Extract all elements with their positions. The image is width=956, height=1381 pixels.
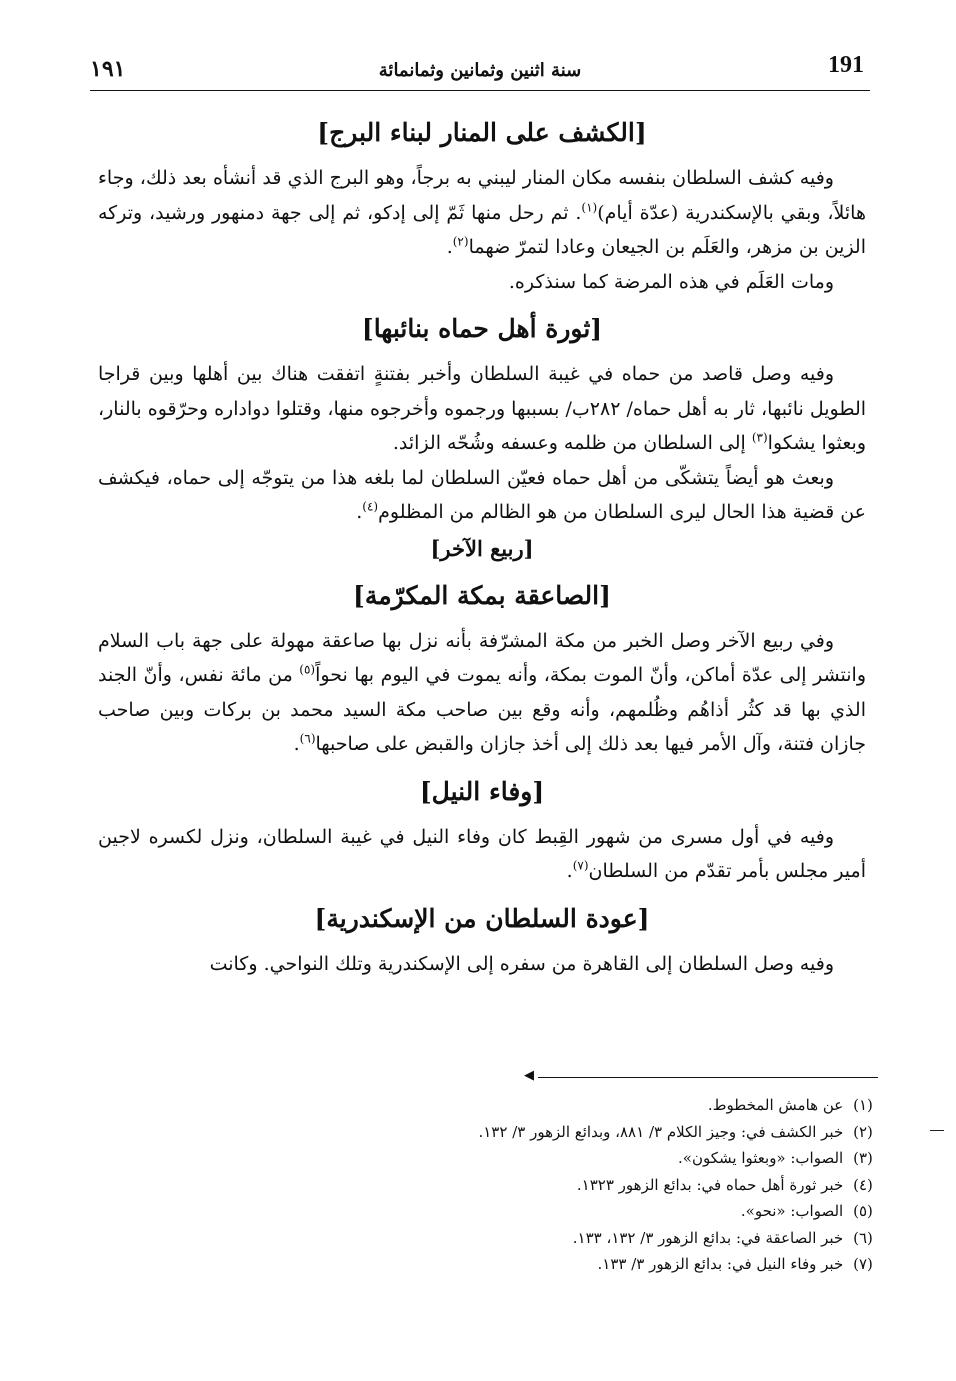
- paragraph-mecca-1: [98, 624, 866, 762]
- text-run: . ثم رحل منها ثَمّ إلى إدكو، ثم إلى جهة دمنهور ورشيد، وتركه الزين بن مزهر، والعَلَم بن الجيعان وعادا لتمرّ ضهما: [98, 201, 866, 258]
- running-title: سنة اثنين وثمانين وثمانمائة: [378, 60, 582, 81]
- footnote-number: (٣): [853, 1149, 873, 1167]
- text-run: وفيه كشف السلطان بنفسه مكان المنار ليبني به برجاً، وهو البرج الذي قد أنشأه بعد ذلك، وجاء هائلاً، وبقي بالإسكندرية (عدّة أيام): [98, 167, 866, 224]
- footnote-text: عن هامش المخطوط.: [707, 1096, 844, 1114]
- text-run: .: [566, 860, 573, 882]
- text-run: وفي ربيع الآخر وصل الخبر من مكة المشرّفة بأنه نزل بها صاعقة مهولة على جهة باب السلام وانتشر إلى عدّة أماكن، وأنّ الموت بمكة، وأنه يموت في اليوم بها نحواً: [98, 629, 866, 686]
- footnote-number: (٦): [853, 1228, 873, 1247]
- section-title-minaret: [الكشف على المنار لبناء البرج]: [317, 118, 647, 147]
- footnote-text: خبر ثورة أهل حماه في: بدائع الزهور ١٣٢٣.: [576, 1175, 844, 1194]
- footnote-number: (٤): [853, 1175, 873, 1194]
- text-run: .: [293, 733, 300, 755]
- footnote-number: (٧): [853, 1255, 873, 1273]
- footnote-ref: (١): [581, 200, 598, 215]
- paragraph-nile-1: [98, 820, 866, 889]
- footnote-item: [98, 1225, 878, 1252]
- footnote-text: الصواب: «نحو».: [740, 1202, 844, 1220]
- paragraph-return-1: وفيه وصل السلطان إلى القاهرة من سفره إلى الإسكندرية وتلك النواحي. وكانت: [209, 952, 834, 975]
- footnote-number: (١): [853, 1096, 873, 1114]
- text-run: وبعث هو أيضاً يتشكّى من أهل حماه فعيّن السلطان لما بلغه هذا من يتوجّه إلى حماه، فيكشف عن قضية هذا الحال ليرى السلطان من هو الظالم من المظلوم: [98, 466, 866, 523]
- footnote-item: [98, 1251, 878, 1278]
- footnote-item: [98, 1172, 878, 1199]
- footnote-ref: (٢): [452, 234, 469, 249]
- page-header: [80, 50, 880, 90]
- text-run: وفيه في أول مسرى من شهور القِبط كان وفاء النيل في غيبة السلطان، ونزل لكسره لاجين أمير مجلس بأمر تقدّم من السلطان: [98, 825, 866, 882]
- section-title-hama: [ثورة أهل حماه بنائبها]: [361, 314, 603, 343]
- footnote-item: [98, 1092, 878, 1119]
- header-rule: [90, 90, 870, 91]
- page-body: [98, 103, 866, 981]
- section-title-mecca: [الصاعقة بمكة المكرّمة]: [353, 580, 611, 610]
- footnote-text: خبر وفاء النيل في: بدائع الزهور ٣/ ١٣٣.: [597, 1255, 844, 1273]
- paragraph-minaret-2: ومات العَلَم في هذه المرضة كما سنذكره.: [508, 270, 834, 293]
- text-run: إلى السلطان من ظلمه وعسفه وشُحّه الزائد.: [392, 432, 752, 454]
- footnote-ref: (٤): [362, 499, 379, 514]
- text-run: وفيه وصل قاصد من حماه في غيبة السلطان وأخبر بفتنةٍ اتفقت هناك بين أهلها وبين قراجا الطويل نائبها، ثار به أهل حماه/ ٢٨٢ب/ بسببها ورجموه وأخرجوه منها، وقتلوا دواداره وحرّقوه بالنار، وبعثوا يشكوا: [98, 363, 867, 454]
- footnote-item: [98, 1119, 878, 1146]
- footnotes-list: [98, 1092, 878, 1278]
- text-run: .: [446, 236, 453, 258]
- section-title-nile: [وفاء النيل]: [419, 776, 545, 806]
- continuation-arrow-icon: ◀: [524, 1068, 534, 1083]
- footnote-text: خبر الكشف في: وجيز الكلام ٣/ ٨٨١، وبدائع الزهور ٣/ ١٣٢.: [478, 1122, 844, 1141]
- text-run: .: [356, 501, 363, 523]
- section-title-return: [عودة السلطان من الإسكندرية]: [314, 903, 650, 933]
- footnote-ref: (٣): [751, 430, 768, 445]
- footnote-item: [98, 1145, 878, 1172]
- paragraph-minaret-1: [98, 161, 866, 265]
- footnote-number: (٥): [853, 1202, 873, 1220]
- footnote-text: الصواب: «وبعثوا يشكون».: [678, 1149, 844, 1167]
- paragraph-hama-2: [98, 461, 866, 530]
- paragraph-hama-1: [98, 357, 866, 461]
- footnote-text: خبر الصاعقة في: بدائع الزهور ٣/ ١٣٢، ١٣٣.: [572, 1228, 844, 1247]
- footnote-rule: [538, 1077, 878, 1078]
- month-heading: [ربيع الآخر]: [430, 535, 534, 561]
- footnote-ref: (٥): [299, 662, 316, 677]
- page-number-arabic: ١٩١: [90, 56, 126, 82]
- footnote-number: (٢): [853, 1122, 873, 1141]
- page-number-latin: 191: [828, 52, 864, 78]
- margin-mark: [930, 1130, 944, 1131]
- footnote-ref: (٧): [572, 858, 589, 873]
- text-run: من مائة نفس، وأنّ الجند الذي بها قد كثُر أذاهُم وظُلمهم، وأنه وقع بين صاحب مكة السيد محمد بن بركات وبين صاحب جازان فتنة، وآل الأمر فيها بعد ذلك إلى أخذ جازان والقبض على صاحبها: [98, 664, 866, 755]
- footnote-item: [98, 1198, 878, 1225]
- footnote-ref: (٦): [299, 731, 316, 746]
